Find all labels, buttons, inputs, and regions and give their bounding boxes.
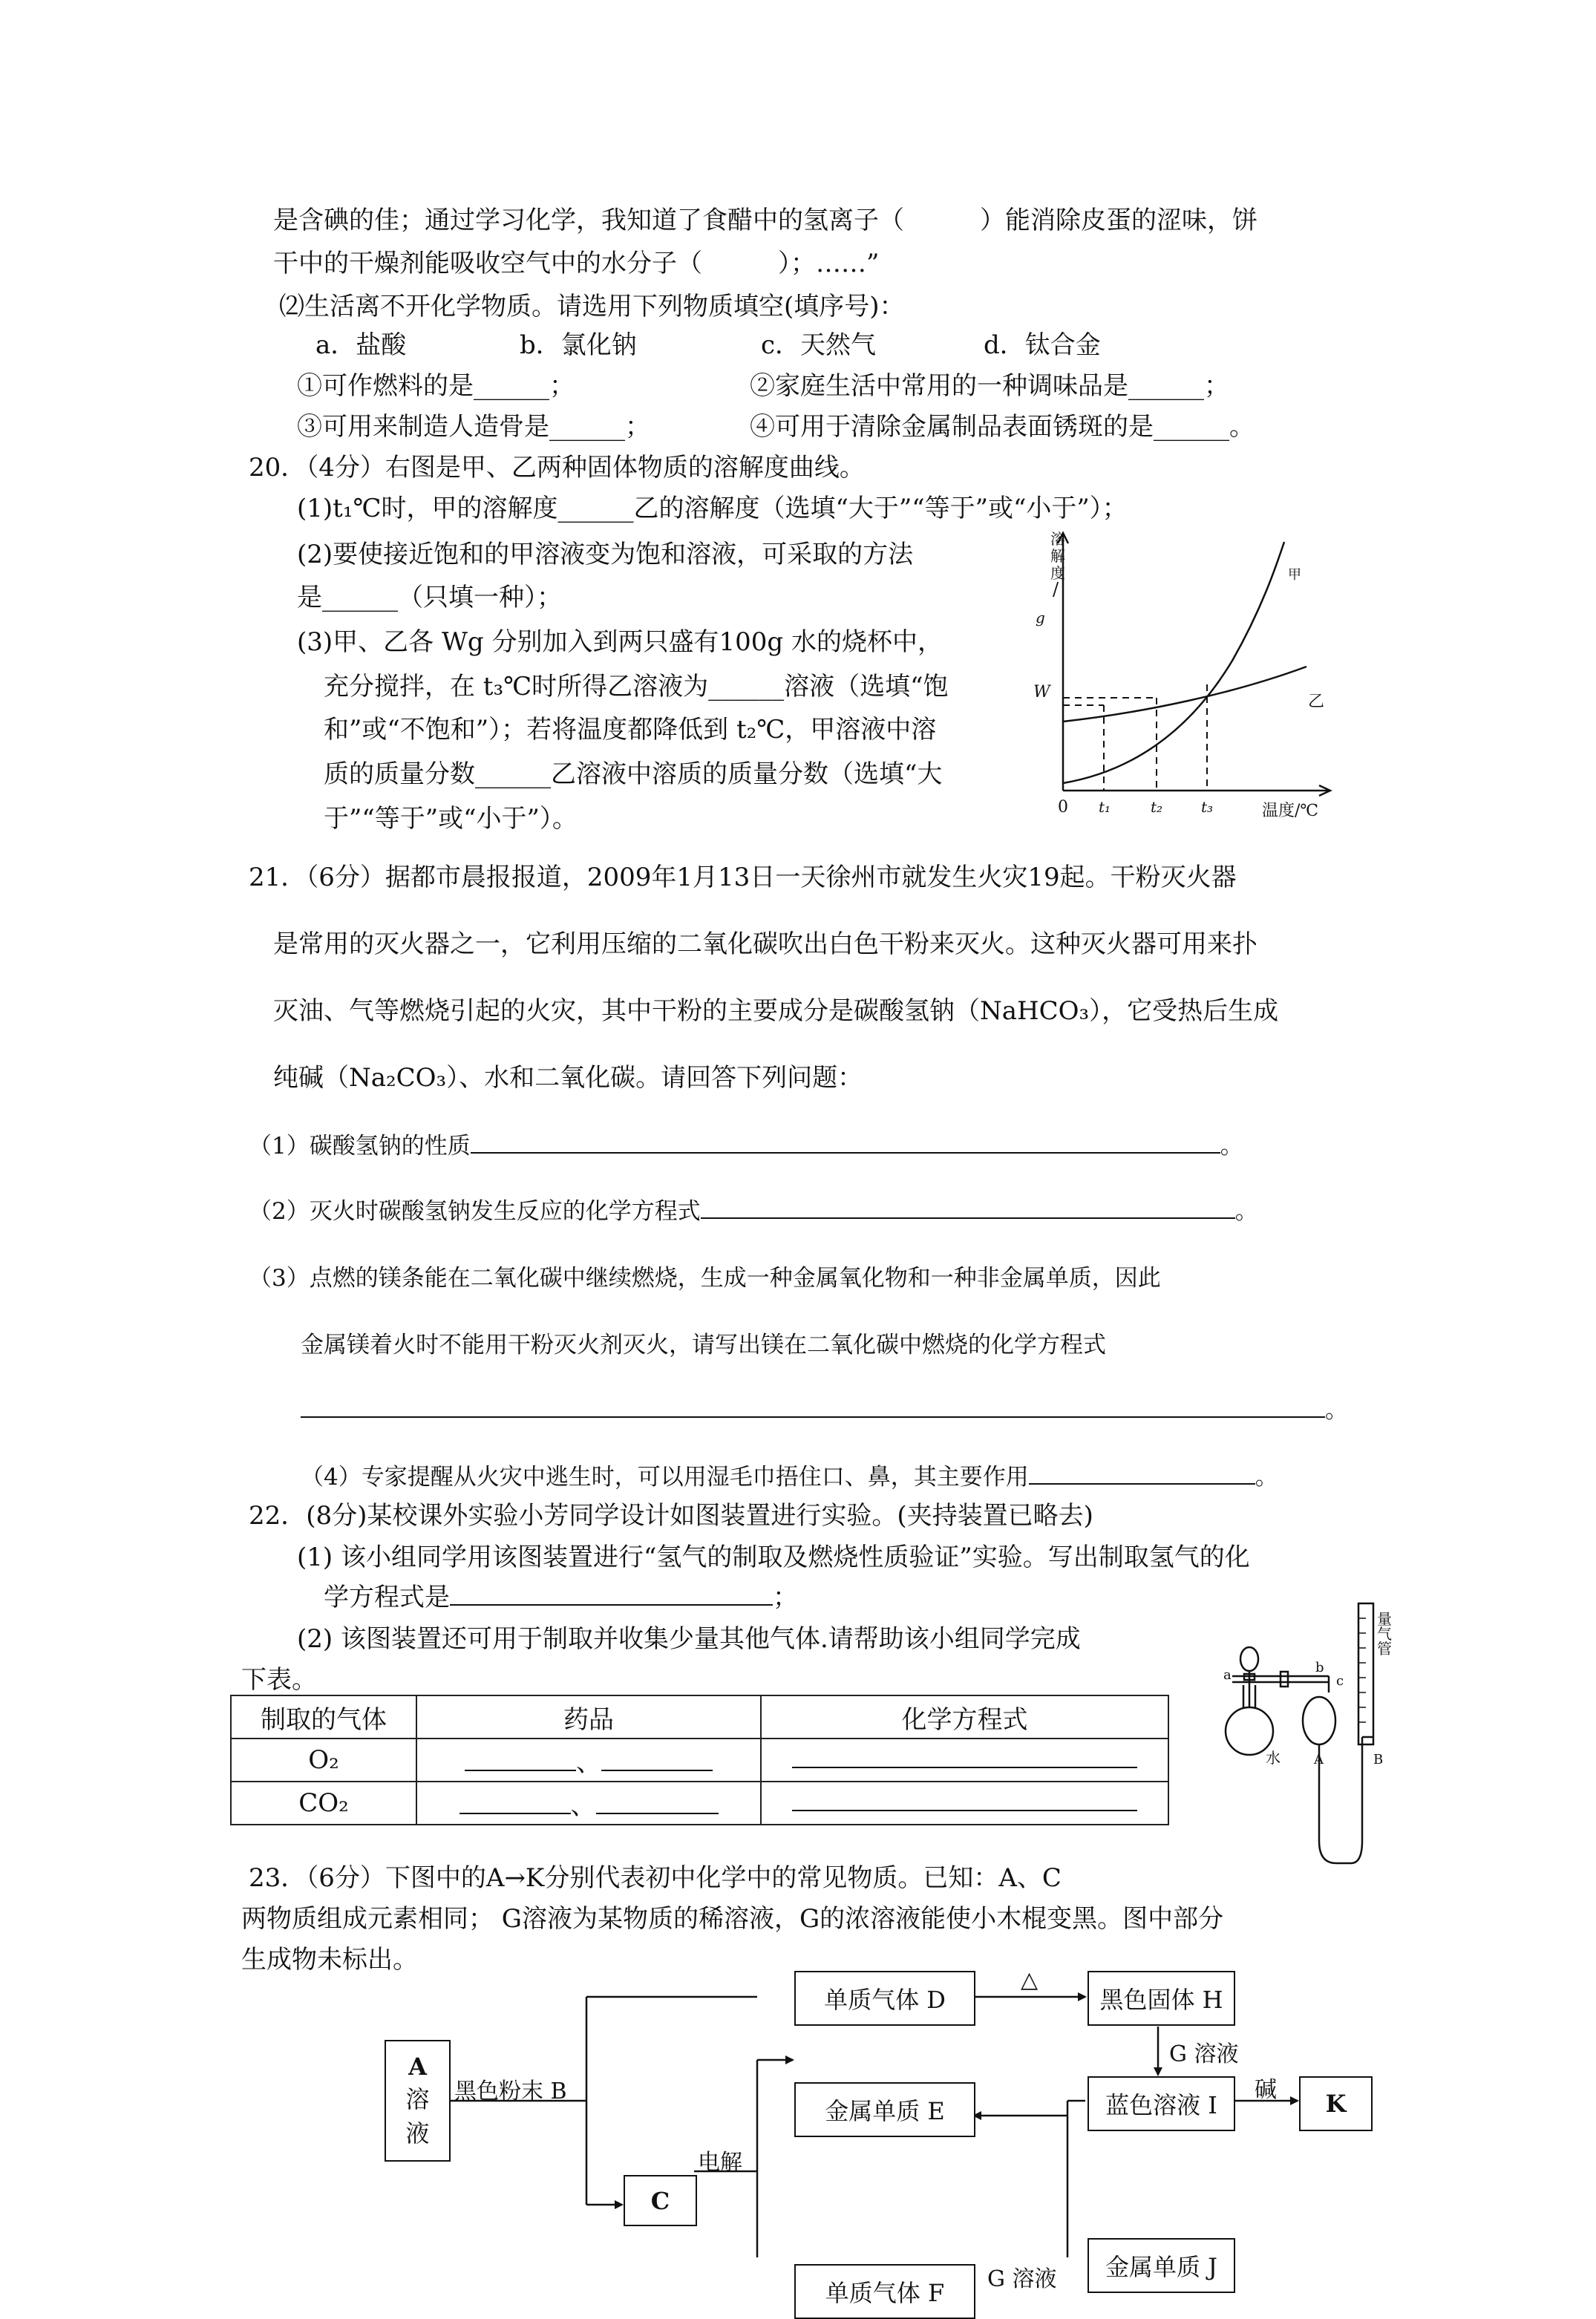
box-A-label: A	[408, 2053, 427, 2081]
table-header-equation: 化学方程式	[761, 1695, 1168, 1739]
q21-answer-2: （2）灭火时碳酸氢钠发生反应的化学方程式 。	[249, 1198, 1258, 1225]
graph-t3: t₃	[1201, 798, 1214, 816]
q19-item-3: ③可用来制造人造骨是______；	[297, 412, 650, 442]
q22-part-2a: (2) 该图装置还可用于制取并收集少量其他气体.请帮助该小组同学完成	[297, 1624, 1081, 1654]
table-reagents-blank[interactable]: 、	[416, 1782, 761, 1825]
q21-answer-3b: 金属镁着火时不能用干粉灭火剂灭火，请写出镁在二氧化碳中燃烧的化学方程式	[301, 1332, 1106, 1358]
table-header-reagents: 药品	[416, 1695, 761, 1739]
q22-title: 22．(8分)某校课外实验小芳同学设计如图装置进行实验。(夹持装置已略去)	[249, 1501, 1093, 1531]
box-J: 金属单质 J	[1088, 2238, 1235, 2293]
q21-line-4: 纯碱（Na₂CO₃）、水和二氧化碳。请回答下列问题：	[273, 1063, 863, 1093]
q23-line-2: 两物质组成元素相同； G溶液为某物质的稀溶液，G的浓溶液能使小木棍变黑。图中部分	[241, 1904, 1224, 1934]
box-I: 蓝色溶液 I	[1088, 2076, 1235, 2131]
q23-line-3: 生成物未标出。	[241, 1945, 418, 1975]
graph-ylabel-2: 解	[1050, 547, 1065, 565]
q22-part-2b: 下表。	[241, 1665, 317, 1695]
box-A-label-2: 溶	[405, 2085, 430, 2113]
table-gas-o2: O₂	[231, 1739, 416, 1782]
fig-label-A: A	[1314, 1752, 1324, 1767]
table-equation-blank[interactable]	[761, 1782, 1168, 1825]
graph-yunit: g	[1036, 609, 1045, 627]
box-A	[385, 2040, 451, 2162]
graph-w-label: W	[1033, 683, 1050, 701]
q20-part-3a: (3)甲、乙各 Wg 分别加入到两只盛有100g 水的烧杯中，	[297, 627, 943, 657]
box-A-label-3: 液	[405, 2119, 430, 2148]
q21-answer-1: （1）碳酸氢钠的性质 。	[249, 1133, 1243, 1160]
graph-ylabel-1: 溶	[1050, 530, 1065, 548]
q20-title: 20．（4分）右图是甲、乙两种固体物质的溶解度曲线。	[249, 453, 865, 483]
q20-part-2b: 是______（只填一种）；	[297, 583, 562, 612]
q20-part-2a: (2)要使接近饱和的甲溶液变为饱和溶液，可采取的方法	[297, 540, 914, 569]
fig-label-c: c	[1336, 1673, 1344, 1689]
q21-answer-3a: （3）点燃的镁条能在二氧化碳中继续燃烧，生成一种金属氧化物和一种非金属单质，因此	[249, 1265, 1161, 1292]
label-g-solution-1: G 溶液	[1169, 2041, 1239, 2067]
table-gas-co2: CO₂	[231, 1782, 416, 1825]
table-header-gas: 制取的气体	[231, 1695, 416, 1739]
q19-2-intro: ⑵生活离不开化学物质。请选用下列物质填空(填序号)：	[279, 292, 905, 321]
q19-option-d: d．钛合金	[984, 330, 1101, 360]
continuation-line-2: 干中的干燥剂能吸收空气中的水分子（ ）；……”	[273, 249, 880, 278]
graph-ylabel-3: 度	[1050, 564, 1065, 582]
fig-label-B: B	[1373, 1752, 1384, 1767]
q19-option-a: a．盐酸	[315, 330, 407, 360]
table-reagents-blank[interactable]: 、	[416, 1739, 761, 1782]
box-F: 单质气体 F	[794, 2264, 975, 2319]
funnel-bulb	[1240, 1647, 1258, 1671]
box-D: 单质气体 D	[794, 1971, 975, 2026]
q19-option-c: c．天然气	[761, 330, 877, 360]
gas-burette	[1358, 1603, 1373, 1744]
fig-gauge-label-1: 量	[1377, 1610, 1392, 1628]
fig-gauge-label-2: 气	[1377, 1625, 1392, 1643]
q19-option-b: b．氯化钠	[520, 330, 637, 360]
graph-yi-label: 乙	[1308, 693, 1325, 711]
box-E: 金属单质 E	[794, 2082, 975, 2137]
x-axis-arrow	[1319, 785, 1330, 796]
q20-part-3e: 于”“等于”或“小于”）。	[324, 804, 578, 834]
label-electrolysis: 电解	[698, 2150, 742, 2176]
q19-item-2: ②家庭生活中常用的一种调味品是______；	[750, 371, 1229, 401]
q21-answer-4: （4）专家提醒从火灾中逃生时，可以用湿毛巾捂住口、鼻，其主要作用 。	[301, 1464, 1278, 1491]
fig-gauge-label-3: 管	[1377, 1640, 1392, 1658]
fig-label-b: b	[1315, 1660, 1324, 1675]
q22-part-1b: 学方程式是 ；	[324, 1583, 798, 1612]
bottle-A	[1303, 1697, 1335, 1744]
box-C: C	[624, 2175, 697, 2226]
fig-label-water: 水	[1266, 1749, 1281, 1767]
u-tube	[1319, 1737, 1362, 1863]
fig-label-a: a	[1223, 1667, 1232, 1683]
table-row	[231, 1739, 1168, 1782]
q20-part-3c: 和”或“不饱和”）；若将温度都降低到 t₂℃，甲溶液中溶	[324, 715, 937, 745]
graph-origin: 0	[1058, 798, 1068, 817]
table-row	[231, 1782, 1168, 1825]
box-H: 黑色固体 H	[1088, 1971, 1235, 2026]
q23-line-1: 23．（6分）下图中的A→K分别代表初中化学中的常见物质。已知：A、C	[249, 1863, 1062, 1893]
table-equation-blank[interactable]	[761, 1739, 1168, 1782]
graph-xlabel: 温度/℃	[1262, 802, 1319, 820]
q21-line-3: 灭油、气等燃烧引起的火灾，其中干粉的主要成分是碳酸氢钠（NaHCO₃），它受热后生成	[273, 996, 1279, 1026]
q19-item-1: ①可作燃料的是______；	[297, 371, 575, 401]
graph-jia-label: 甲	[1288, 567, 1301, 583]
label-heat: △	[1021, 1967, 1039, 1993]
continuation-line-1: 是含碘的佳；通过学习化学，我知道了食醋中的氢离子（ ）能消除皮蛋的涩味，饼	[273, 206, 1257, 235]
label-g-solution-2: G 溶液	[987, 2266, 1057, 2292]
q21-answer-3-blank: 。	[301, 1396, 1348, 1425]
box-K: K	[1299, 2076, 1373, 2131]
graph-ylabel-slash: /	[1053, 579, 1059, 600]
q20-part-1: (1)t₁℃时，甲的溶解度______乙的溶解度（选填“大于”“等于”或“小于”）；	[297, 494, 1128, 523]
graph-t1: t₁	[1099, 798, 1111, 816]
q21-line-2: 是常用的灭火器之一，它利用压缩的二氧化碳吹出白色干粉来灭火。这种灭火器可用来扑	[273, 929, 1257, 959]
curve-jia	[1063, 542, 1284, 783]
table-header-row	[231, 1695, 1168, 1739]
graph-t2: t₂	[1151, 798, 1163, 816]
q20-part-3b: 充分搅拌，在 t₃℃时所得乙溶液为______溶液（选填“饱	[324, 672, 949, 701]
label-base: 碱	[1255, 2077, 1277, 2103]
q22-table	[230, 1695, 1169, 1825]
q19-item-4: ④可用于清除金属制品表面锈斑的是______。	[750, 412, 1255, 442]
q22-part-1a: (1) 该小组同学用该图装置进行“氢气的制取及燃烧性质验证”实验。写出制取氢气的化	[297, 1543, 1250, 1572]
q20-part-3d: 质的质量分数______乙溶液中溶质的质量分数（选填“大	[324, 759, 943, 789]
label-B: 黑色粉末 B	[454, 2078, 567, 2104]
q21-line-1: 21．（6分）据都市晨报报道，2009年1月13日一天徐州市就发生火灾19起。干粉灭火器	[249, 863, 1237, 892]
curve-yi	[1063, 667, 1306, 722]
